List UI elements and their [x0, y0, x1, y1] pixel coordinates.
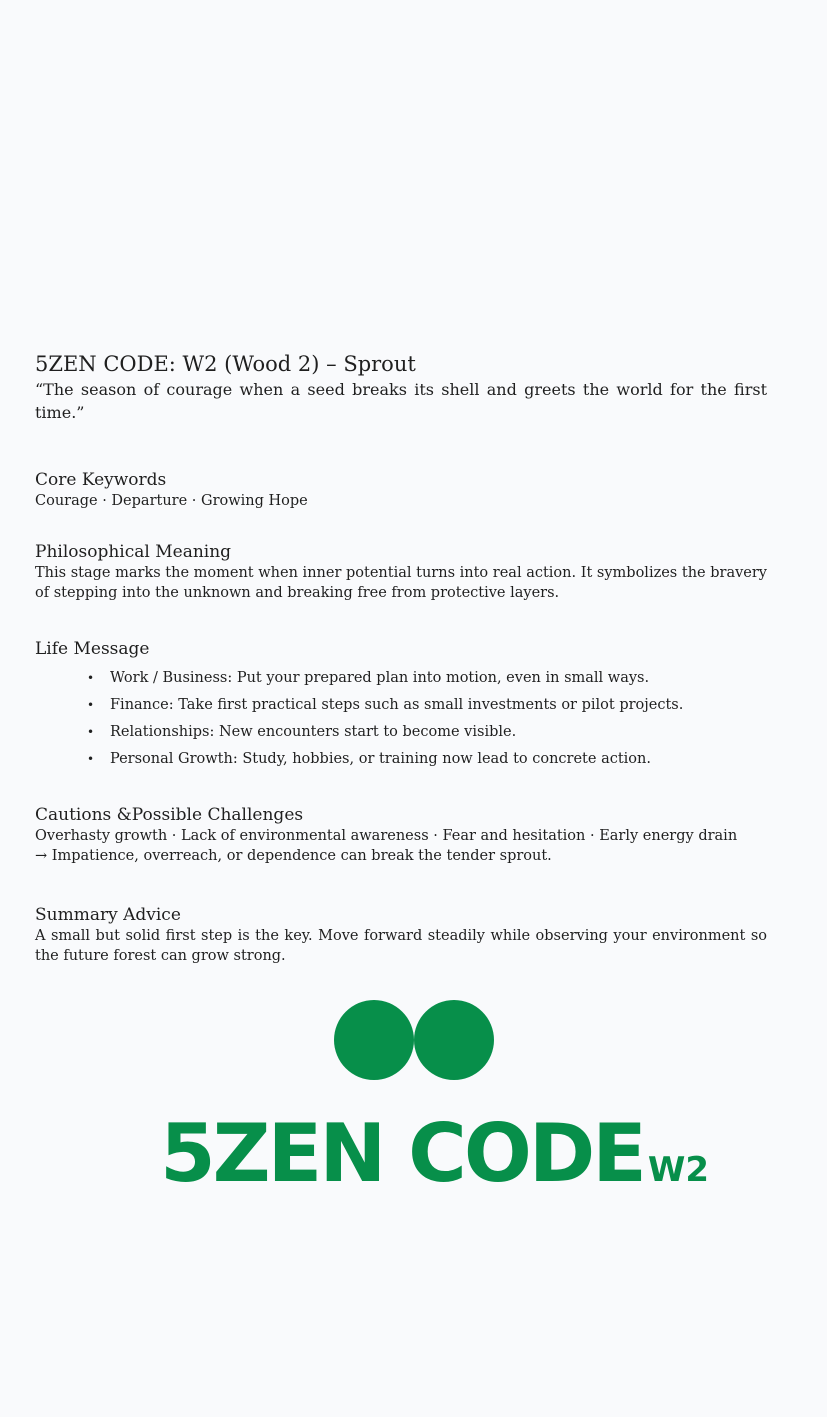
core-keywords-heading: Core Keywords [35, 470, 167, 490]
cautions-note: → Impatience, overreach, or dependence can break the tender sprout. [35, 848, 552, 864]
logo-circle-left [334, 1000, 414, 1080]
list-item: • Relationships: New encounters start to become visible. [87, 719, 767, 746]
list-item: • Finance: Take first practical steps such as small investments or pilot projects. [87, 692, 767, 719]
cautions-text: Overhasty growth · Lack of environmental awareness · Fear and hesitation · Early energy drain [35, 828, 738, 844]
life-message-list [35, 665, 767, 773]
logo-wordmark-main: 5ZEN CODE [160, 1107, 644, 1200]
cautions-section [35, 804, 767, 866]
list-item: • Personal Growth: Study, hobbies, or training now lead to concrete action. [87, 746, 767, 773]
logo-wordmark [160, 1106, 709, 1218]
list-item: • Work / Business: Put your prepared plan into motion, even in small ways. [87, 665, 767, 692]
core-keywords-section [35, 469, 767, 511]
logo [160, 1000, 740, 1200]
life-message-section [35, 638, 767, 773]
article [35, 350, 767, 966]
philosophical-meaning-heading: Philosophical Meaning [35, 542, 232, 562]
logo-circle-right [414, 1000, 494, 1080]
philosophical-meaning-section [35, 541, 767, 603]
summary-section [35, 904, 767, 966]
logo-wordmark-sub: W2 [647, 1150, 710, 1190]
core-keywords-text: Courage · Departure · Growing Hope [35, 493, 308, 509]
cautions-heading: Cautions &Possible Challenges [35, 805, 304, 825]
philosophical-meaning-text: This stage marks the moment when inner potential turns into real action. It symbolizes the bravery of stepping into the unknown and breaking free from protective layers. [35, 565, 767, 601]
summary-text: A small but solid first step is the key. Move forward steadily while observing your environment so the future forest can grow strong. [35, 928, 767, 964]
page-title: 5ZEN CODE: W2 (Wood 2) – Sprout [35, 352, 416, 376]
life-message-heading: Life Message [35, 639, 150, 659]
summary-heading: Summary Advice [35, 905, 181, 925]
intro-quote: “The season of courage when a seed breaks its shell and greets the world for the first time.” [35, 380, 767, 422]
